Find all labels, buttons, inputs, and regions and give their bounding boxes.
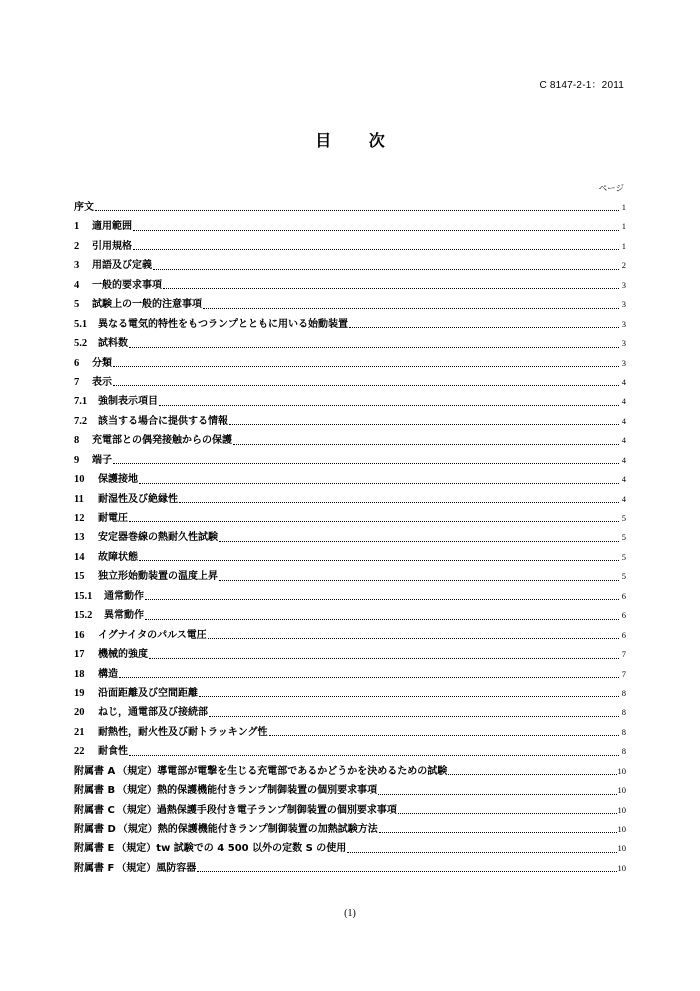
toc-entry-4[interactable] [74,276,626,295]
toc-entry-number: 7 [74,376,80,388]
toc-entry-number: 17 [74,649,85,661]
dot-leader [145,619,619,620]
toc-entry-page: 2 [621,260,626,271]
toc-entry-page: 6 [621,590,626,601]
dot-leader [133,230,619,231]
dot-leader [119,677,619,678]
table-of-contents [74,198,626,878]
toc-entry-number: 8 [74,435,80,447]
toc-entry-title: 適用範囲 [92,221,132,233]
toc-entry-page: 4 [621,376,626,387]
toc-entry-title: 保護接地 [98,474,138,486]
toc-entry-page: 8 [621,746,626,757]
toc-entry-annex-c[interactable] [74,801,626,820]
toc-heading: 目 次 [315,131,401,150]
toc-entry-title: 通常動作 [104,590,144,602]
dot-leader [129,521,619,522]
toc-entry-15-2[interactable] [74,606,626,625]
toc-entry-title: 独立形始動装置の温度上昇 [98,571,218,583]
toc-entry-11[interactable] [74,490,626,509]
toc-entry-title: 安定器巻線の熱耐久性試験 [98,532,218,544]
toc-entry-title: （規定）熱的保護機能付きランプ制御装置の個別要求事項 [117,785,378,797]
toc-entry-number: 15 [74,571,85,583]
toc-entry-page: 5 [621,513,626,523]
toc-entry-number: 4 [74,279,80,291]
toc-entry-12[interactable] [74,509,626,528]
toc-entry-page: 1 [621,202,626,212]
toc-entry-title: 分類 [92,357,112,369]
dot-leader [378,794,616,795]
toc-entry-page: 3 [621,338,626,349]
toc-entry-18[interactable] [74,665,626,684]
dot-leader [113,385,619,386]
toc-entry-number: 附属書 C [74,804,115,816]
toc-entry-title: 故障状態 [98,551,138,563]
toc-entry-page: 10 [617,765,626,776]
toc-entry-9[interactable] [74,451,626,470]
toc-entry-5-2[interactable] [74,334,626,353]
toc-entry-number: 附属書 B [74,785,116,797]
toc-entry-title: 耐湿性及び絶縁性 [98,493,178,505]
toc-entry-page: 4 [621,454,626,465]
toc-entry-19[interactable] [74,684,626,703]
dot-leader [209,716,619,717]
toc-entry-title: 強制表示項目 [98,396,158,408]
toc-entry-page: 5 [621,571,626,582]
toc-entry-title: イグナイタのパルス電圧 [98,629,207,641]
dot-leader [448,774,616,775]
toc-entry-title: （規定）熱的保護機能付きランプ制御装置の加熱試験方法 [117,824,378,835]
toc-entry-title: 序文 [74,202,94,213]
toc-entry-7-1[interactable] [74,392,626,411]
toc-entry-title: 機械的強度 [98,649,148,661]
dot-leader [149,658,619,659]
dot-leader [129,755,619,756]
toc-entry-title: 用語及び定義 [92,260,152,272]
dot-leader [197,871,616,872]
toc-entry-2[interactable] [74,237,626,256]
toc-entry-number: 11 [74,493,84,505]
dot-leader [379,832,617,833]
toc-entry-title: （規定）tw 試験での 4 500 以外の定数 S の使用 [116,843,347,855]
dot-leader [129,347,619,348]
toc-entry-annex-f[interactable] [74,859,626,878]
toc-entry-page: 3 [621,299,626,310]
dot-leader [113,366,619,367]
toc-entry-title: ねじ，通電部及び接続部 [98,707,208,719]
toc-entry-number: 16 [74,629,85,641]
toc-entry-title: 引用規格 [92,240,132,252]
toc-entry-title: 構造 [98,668,118,680]
toc-entry-title: 端子 [92,454,112,466]
toc-entry-page: 10 [617,843,626,854]
toc-entry-number: 6 [74,357,80,369]
toc-entry-number: 18 [74,668,85,680]
toc-entry-page: 10 [617,862,626,873]
toc-entry-number: 附属書 A [74,765,116,777]
toc-entry-title: 充電部との偶発接触からの保護 [92,435,232,447]
toc-entry-number: 22 [74,746,85,758]
toc-entry-number: 19 [74,687,85,699]
toc-entry-page: 10 [617,785,626,796]
toc-entry-title: 該当する場合に提供する情報 [98,415,228,427]
toc-entry-title: （規定）過熱保護手段付き電子ランプ制御装置の個別要求事項 [116,804,397,816]
toc-entry-title: 耐熱性，耐火性及び耐トラッキング性 [98,726,268,738]
toc-entry-title: 耐電圧 [98,513,128,524]
toc-entry-page: 4 [621,474,626,485]
toc-entry-annex-b[interactable] [74,781,626,800]
toc-entry-page: 4 [621,396,626,407]
toc-entry-7-2[interactable] [74,412,626,431]
document-number: C 8147-2-1：2011 [539,80,624,91]
toc-entry-page: 4 [621,415,626,426]
toc-entry-20[interactable] [74,703,626,722]
toc-entry-title: 異なる電気的特性をもつランプとともに用いる始動装置 [98,318,348,330]
toc-entry-number: 1 [74,221,80,233]
toc-entry-page: 10 [617,804,626,815]
dot-leader [208,638,619,639]
dot-leader [145,599,619,600]
dot-leader [139,560,619,561]
toc-entry-14[interactable] [74,548,626,567]
toc-entry-page: 10 [617,824,626,834]
dot-leader [159,405,619,406]
toc-entry-title: 試験上の一般的注意事項 [92,299,202,311]
toc-entry-page: 3 [621,279,626,290]
dot-leader [95,210,619,211]
toc-entry-6[interactable] [74,354,626,373]
toc-entry-number: 5.2 [74,338,88,350]
toc-entry-number: 13 [74,532,85,544]
dot-leader [269,735,620,736]
toc-entry-number: 10 [74,474,85,486]
dot-leader [113,463,619,464]
toc-entry-number: 附属書 F [74,862,115,874]
toc-entry-21[interactable] [74,723,626,742]
toc-entry-annex-d[interactable] [74,820,626,839]
toc-entry-1[interactable] [74,217,626,236]
toc-entry-page: 5 [621,532,626,543]
dot-leader [199,696,619,697]
toc-entry-page: 5 [621,551,626,562]
toc-entry-page: 3 [621,357,626,368]
toc-entry-7[interactable] [74,373,626,392]
toc-entry-10[interactable] [74,470,626,489]
toc-entry-number: 附属書 E [74,843,115,855]
dot-leader [349,327,619,328]
toc-entry-page: 3 [621,318,626,329]
dot-leader [229,424,619,425]
toc-entry-page: 6 [621,629,626,640]
toc-entry-title: 表示 [92,376,112,388]
dot-leader [219,541,619,542]
toc-entry-5[interactable] [74,295,626,314]
toc-entry-annex-a[interactable] [74,762,626,781]
toc-entry-5-1[interactable] [74,315,626,334]
toc-entry-3[interactable] [74,256,626,275]
toc-entry-page: 7 [621,668,626,679]
toc-entry-page: 4 [621,435,626,446]
dot-leader [179,502,619,503]
toc-entry-15-1[interactable] [74,587,626,606]
toc-entry-number: 7.1 [74,396,88,408]
toc-entry-number: 3 [74,260,80,272]
toc-entry-17[interactable] [74,645,626,664]
toc-entry-8[interactable] [74,431,626,450]
toc-entry-page: 8 [621,726,626,737]
toc-entry-title: （規定）導電部が電撃を生じる充電部であるかどうかを決めるための試験 [117,765,448,777]
toc-entry-number: 2 [74,240,80,252]
toc-entry-number: 20 [74,707,85,719]
toc-entry-title: （規定）風防容器 [116,862,197,874]
toc-entry-number: 15.2 [74,610,93,622]
toc-entry-title: 一般的要求事項 [92,279,162,291]
page-column-label: ページ [598,184,624,194]
toc-entry-number: 21 [74,726,85,738]
toc-entry-number: 9 [74,454,80,466]
dot-leader [133,249,619,250]
dot-leader [153,269,619,270]
toc-entry-page: 6 [621,610,626,621]
toc-entry-number: 附属書 D [74,824,116,835]
toc-entry-page: 8 [621,687,626,698]
toc-entry-title: 沿面距離及び空間距離 [98,687,198,699]
dot-leader [233,444,619,445]
dot-leader [139,483,619,484]
toc-entry-title: 異常動作 [104,610,144,622]
toc-entry-16[interactable] [74,626,626,645]
toc-entry-number: 5.1 [74,318,88,330]
toc-entry-number: 7.2 [74,415,88,427]
toc-entry-15[interactable] [74,567,626,586]
toc-entry-number: 15.1 [74,590,93,602]
dot-leader [398,813,617,814]
dot-leader [203,308,619,309]
toc-entry-page: 1 [621,221,626,232]
toc-entry-title: 耐食性 [98,746,128,758]
toc-entry-page: 4 [621,493,626,504]
dot-leader [219,580,619,581]
dot-leader [163,288,619,289]
toc-entry-preface[interactable] [74,198,626,217]
toc-entry-annex-e[interactable] [74,839,626,858]
toc-entry-page: 7 [621,649,626,660]
toc-entry-page: 1 [621,240,626,251]
toc-entry-number: 12 [74,513,85,524]
toc-entry-number: 5 [74,299,80,311]
toc-entry-22[interactable] [74,742,626,761]
footer-page-number: (1) [344,908,356,919]
toc-entry-number: 14 [74,551,85,563]
toc-entry-title: 試料数 [98,338,128,350]
toc-entry-13[interactable] [74,528,626,547]
dot-leader [347,852,616,853]
toc-entry-page: 8 [621,707,626,718]
